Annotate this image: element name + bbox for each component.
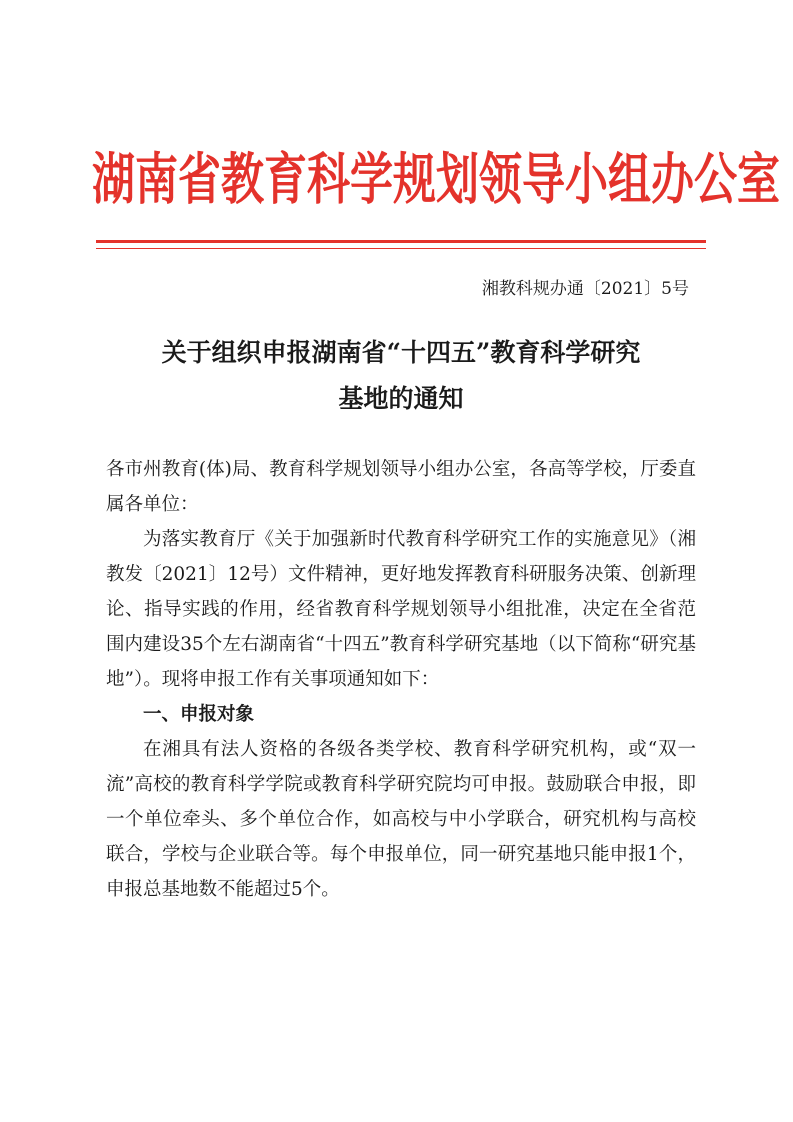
- document-body: [106, 452, 696, 907]
- document-title-line-1: 关于组织申报湖南省“十四五”教育科学研究: [161, 338, 641, 367]
- salutation-paragraph: 各市州教育(体)局、教育科学规划领导小组办公室，各高等学校，厅委直属各单位：: [106, 459, 696, 515]
- section-paragraph-applicants: 在湘具有法人资格的各级各类学校、教育科学研究机构，或“双一流”高校的教育科学学院或教育科学研究院均可申报。鼓励联合申报，即一个单位牵头、多个单位合作，如高校与中小学联合，研究机构与高校联合，学校与企业联合等。每个申报单位，同一研究基地只能申报1个，申报总基地数不能超过5个。: [106, 739, 696, 900]
- intro-paragraph: 为落实教育厅《关于加强新时代教育科学研究工作的实施意见》（湘教发〔2021〕12号）文件精神，更好地发挥教育科研服务决策、创新理论、指导实践的作用，经省教育科学规划领导小组批准，决定在全省范围内建设35个左右湖南省“十四五”教育科学研究基地（以下简称“研究基地”）。现将申报工作有关事项通知如下：: [106, 529, 696, 690]
- letterhead-rule-thick: [96, 240, 706, 243]
- office-letterhead-title: 湖南省教育科学规划领导小组办公室: [92, 147, 780, 213]
- document-title-line-2: 基地的通知: [338, 384, 464, 413]
- section-heading-applicants: 一、申报对象: [143, 704, 255, 725]
- letterhead-rule-thin: [96, 248, 706, 249]
- document-number: 湘教科规办通〔2021〕5号: [481, 279, 689, 299]
- document-title: [96, 330, 706, 422]
